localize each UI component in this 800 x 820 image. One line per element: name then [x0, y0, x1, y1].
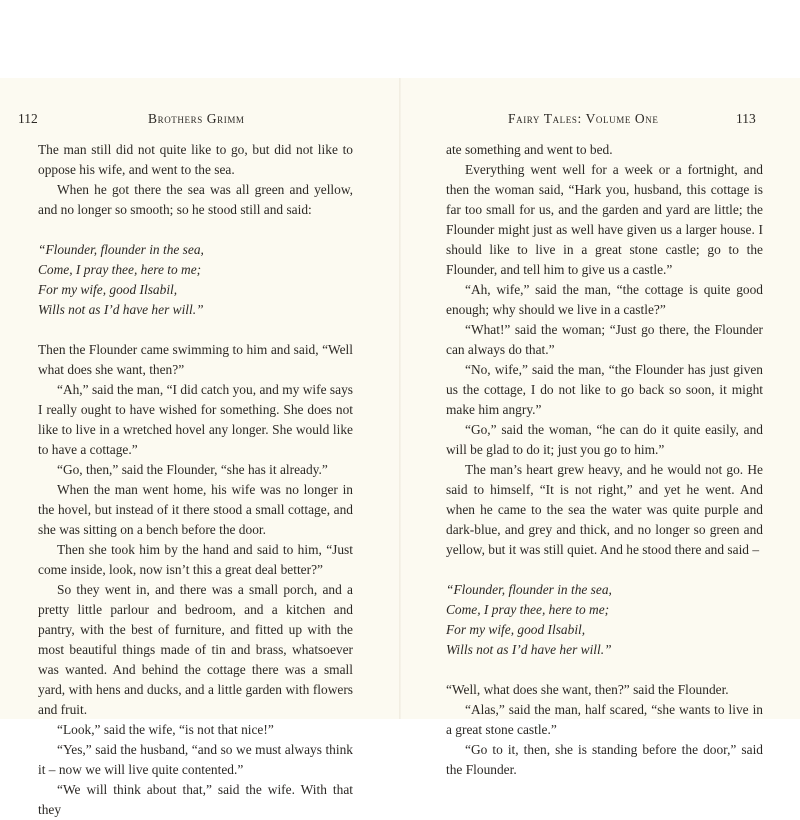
verse-line: Come, I pray thee, here to me;	[446, 602, 610, 617]
left-body-text	[38, 140, 353, 820]
verse-line: For my wife, good Ilsabil,	[446, 622, 586, 637]
page-number: 112	[18, 111, 38, 126]
verse	[446, 580, 763, 660]
page-number: 113	[736, 111, 756, 126]
verse-spacing	[38, 220, 353, 240]
paragraph: When he got there the sea was all green and yellow, and no longer so smooth; so he stood still and said:	[38, 182, 353, 217]
verse-line: Wills not as I’d have her will.”	[446, 642, 612, 657]
verse-spacing	[446, 660, 763, 680]
paragraph: Then she took him by the hand and said to him, “Just come inside, look, now isn’t this a great deal better?”	[38, 542, 353, 577]
paragraph: “Go,” said the woman, “he can do it quite easily, and will be glad to do it; just you go to him.”	[446, 422, 763, 457]
paragraph: “Ah,” said the man, “I did catch you, and my wife says I really ought to have wished for something. She does not like to live in a wretched hovel any longer. She would like to have a cottage.”	[38, 382, 353, 457]
paragraph: When the man went home, his wife was no longer in the hovel, but instead of it there stood a small cottage, and she was sitting on a bench before the door.	[38, 482, 353, 537]
paragraph: “Go, then,” said the Flounder, “she has it already.”	[57, 462, 328, 477]
verse	[38, 240, 353, 320]
paragraph: ate something and went to bed.	[446, 142, 613, 157]
paragraph: “Ah, wife,” said the man, “the cottage is quite good enough; why should we live in a castle?”	[446, 282, 763, 317]
paragraph: “What!” said the woman; “Just go there, the Flounder can always do that.”	[446, 322, 763, 357]
running-head: Fairy Tales: Volume One	[508, 111, 659, 126]
verse-line: Wills not as I’d have her will.”	[38, 302, 204, 317]
book-spread	[0, 78, 800, 817]
paragraph: “Alas,” said the man, half scared, “she wants to live in a great stone castle.”	[446, 702, 763, 737]
paragraph: “No, wife,” said the man, “the Flounder has just given us the cottage, I do not like to go back so soon, it might make him angry.”	[446, 362, 763, 417]
paragraph: Then the Flounder came swimming to him and said, “Well what does she want, then?”	[38, 342, 353, 377]
verse-line: “Flounder, flounder in the sea,	[446, 582, 612, 597]
paragraph: Everything went well for a week or a fortnight, and then the woman said, “Hark you, husband, this cottage is far too small for us, and the garden and yard are little; the Flounder might just as well have given us a larger house. I should like to live in a great stone castle; go to the Flounder, and tell him to give us a castle.”	[446, 162, 763, 277]
right-body-text	[446, 140, 763, 780]
paragraph: The man still did not quite like to go, but did not like to oppose his wife, and went to the sea.	[38, 142, 353, 177]
verse-line: “Flounder, flounder in the sea,	[38, 242, 204, 257]
verse-spacing	[38, 320, 353, 340]
paragraph: “Look,” said the wife, “is not that nice!”	[57, 722, 274, 737]
verse-spacing	[446, 560, 763, 580]
running-head: Brothers Grimm	[148, 111, 245, 126]
verse-line: For my wife, good Ilsabil,	[38, 282, 178, 297]
paragraph: “We will think about that,” said the wife. With that they	[38, 782, 353, 817]
paragraph: So they went in, and there was a small porch, and a pretty little parlour and bedroom, and a kitchen and pantry, with the best of furniture, and fitted up with the most beautiful things made of tin and brass, whatsoever was wanted. And behind the cottage there was a small yard, with hens and ducks, and a little garden with flowers and fruit.	[38, 582, 353, 717]
paragraph: The man’s heart grew heavy, and he would not go. He said to himself, “It is not right,” and yet he went. And when he came to the sea the water was quite purple and dark-blue, and grey and thick, and no longer so green and yellow, but it was still quiet. And he stood there and said –	[446, 462, 763, 557]
paragraph: “Yes,” said the husband, “and so we must always think it – now we will live quite contented.”	[38, 742, 353, 777]
paragraph: “Go to it, then, she is standing before the door,” said the Flounder.	[446, 742, 763, 777]
paragraph: “Well, what does she want, then?” said the Flounder.	[446, 682, 729, 697]
verse-line: Come, I pray thee, here to me;	[38, 262, 202, 277]
